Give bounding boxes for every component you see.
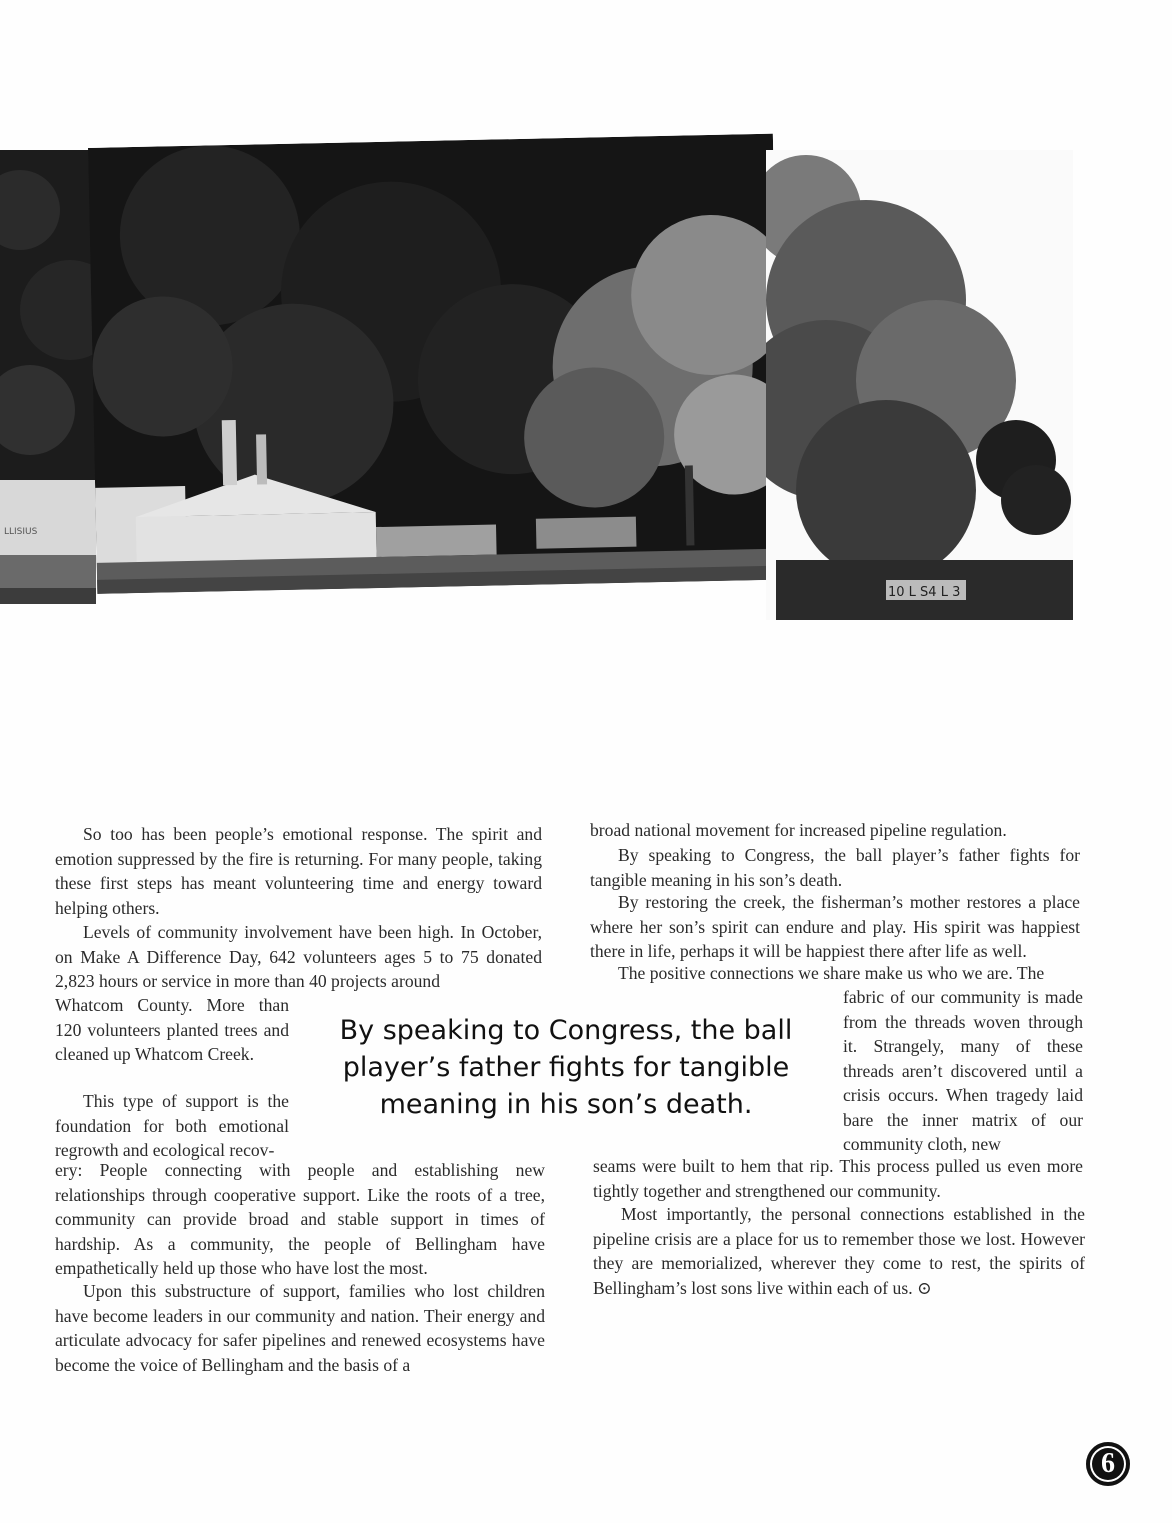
- smoke-photo-right: [766, 150, 1073, 620]
- smoke-photo-center: [88, 134, 782, 594]
- right-paragraph-3: By restoring the creek, the fisherman’s mother restores a place where her son’s spirit can endure and play. His spirit was happiest there in life, perhaps it will be happiest there after life as well.: [590, 892, 1080, 961]
- left-paragraph-2-wrap: Whatcom County. More than 120 volunteers planted trees and cleaned up Whatcom Creek.: [55, 995, 289, 1064]
- right-paragraph-2: By speaking to Congress, the ball player’s father fights for tangible meaning in his son’s death.: [590, 845, 1080, 890]
- smoke-photo-left: [0, 150, 96, 604]
- fence-sign: 10 L S4 L 3: [888, 585, 961, 600]
- left-paragraph-4: Upon this substructure of support, families who lost children have become leaders in our community and nation. Their energy and articulate advocacy for safer pipelines and renewed ecosystems have become the voice of Bellingham and the basis of a: [55, 1281, 545, 1375]
- left-paragraph-2: Levels of community involvement have been high. In October, on Make A Difference Day, 642 volunteers ages 5 to 75 donated 2,823 hours or service in more than 40 projects around: [55, 922, 542, 991]
- left-paragraph-3-wrap: This type of support is the foundation for both emotional regrowth and ecological recov-: [55, 1091, 289, 1160]
- left-paragraph-1: So too has been people’s emotional response. The spirit and emotion suppressed by the fire is returning. For many people, taking these first steps has meant volunteering time and energy toward helping others.: [55, 824, 542, 918]
- right-paragraph-4-wrap: fabric of our community is made from the threads woven through it. Strangely, many of these threads aren’t discovered until a crisis occurs. When tragedy laid bare the inner matrix of our community cloth, new: [843, 987, 1083, 1154]
- left-paragraph-3: ery: People connecting with people and establishing new relationships through cooperative support. Like the roots of a tree, community can provide broad and stable support in times of hardship. As a community, the people of Bellingham have empathetically held up those who have lost the most.: [55, 1160, 545, 1278]
- building-sign: LLISIUS: [4, 527, 38, 537]
- pull-quote: By speaking to Congress, the ball player’s father fights for tangible meaning in his son’s death.: [339, 1015, 793, 1120]
- right-paragraph-4: The positive connections we share make us who we are. The: [618, 963, 1045, 983]
- right-paragraph-1: broad national movement for increased pipeline regulation.: [590, 820, 1007, 840]
- right-paragraph-5: Most importantly, the personal connections established in the pipeline crisis are a place for us to remember those we lost. However they are memorialized, wherever they come to rest, the spirits of Bellingham’s lost sons live within each of us. ⊙: [593, 1204, 1085, 1298]
- right-paragraph-4-cont: seams were built to hem that rip. This process pulled us even more tightly together and strengthened our community.: [593, 1156, 1083, 1201]
- page-number: 6: [1086, 1442, 1130, 1486]
